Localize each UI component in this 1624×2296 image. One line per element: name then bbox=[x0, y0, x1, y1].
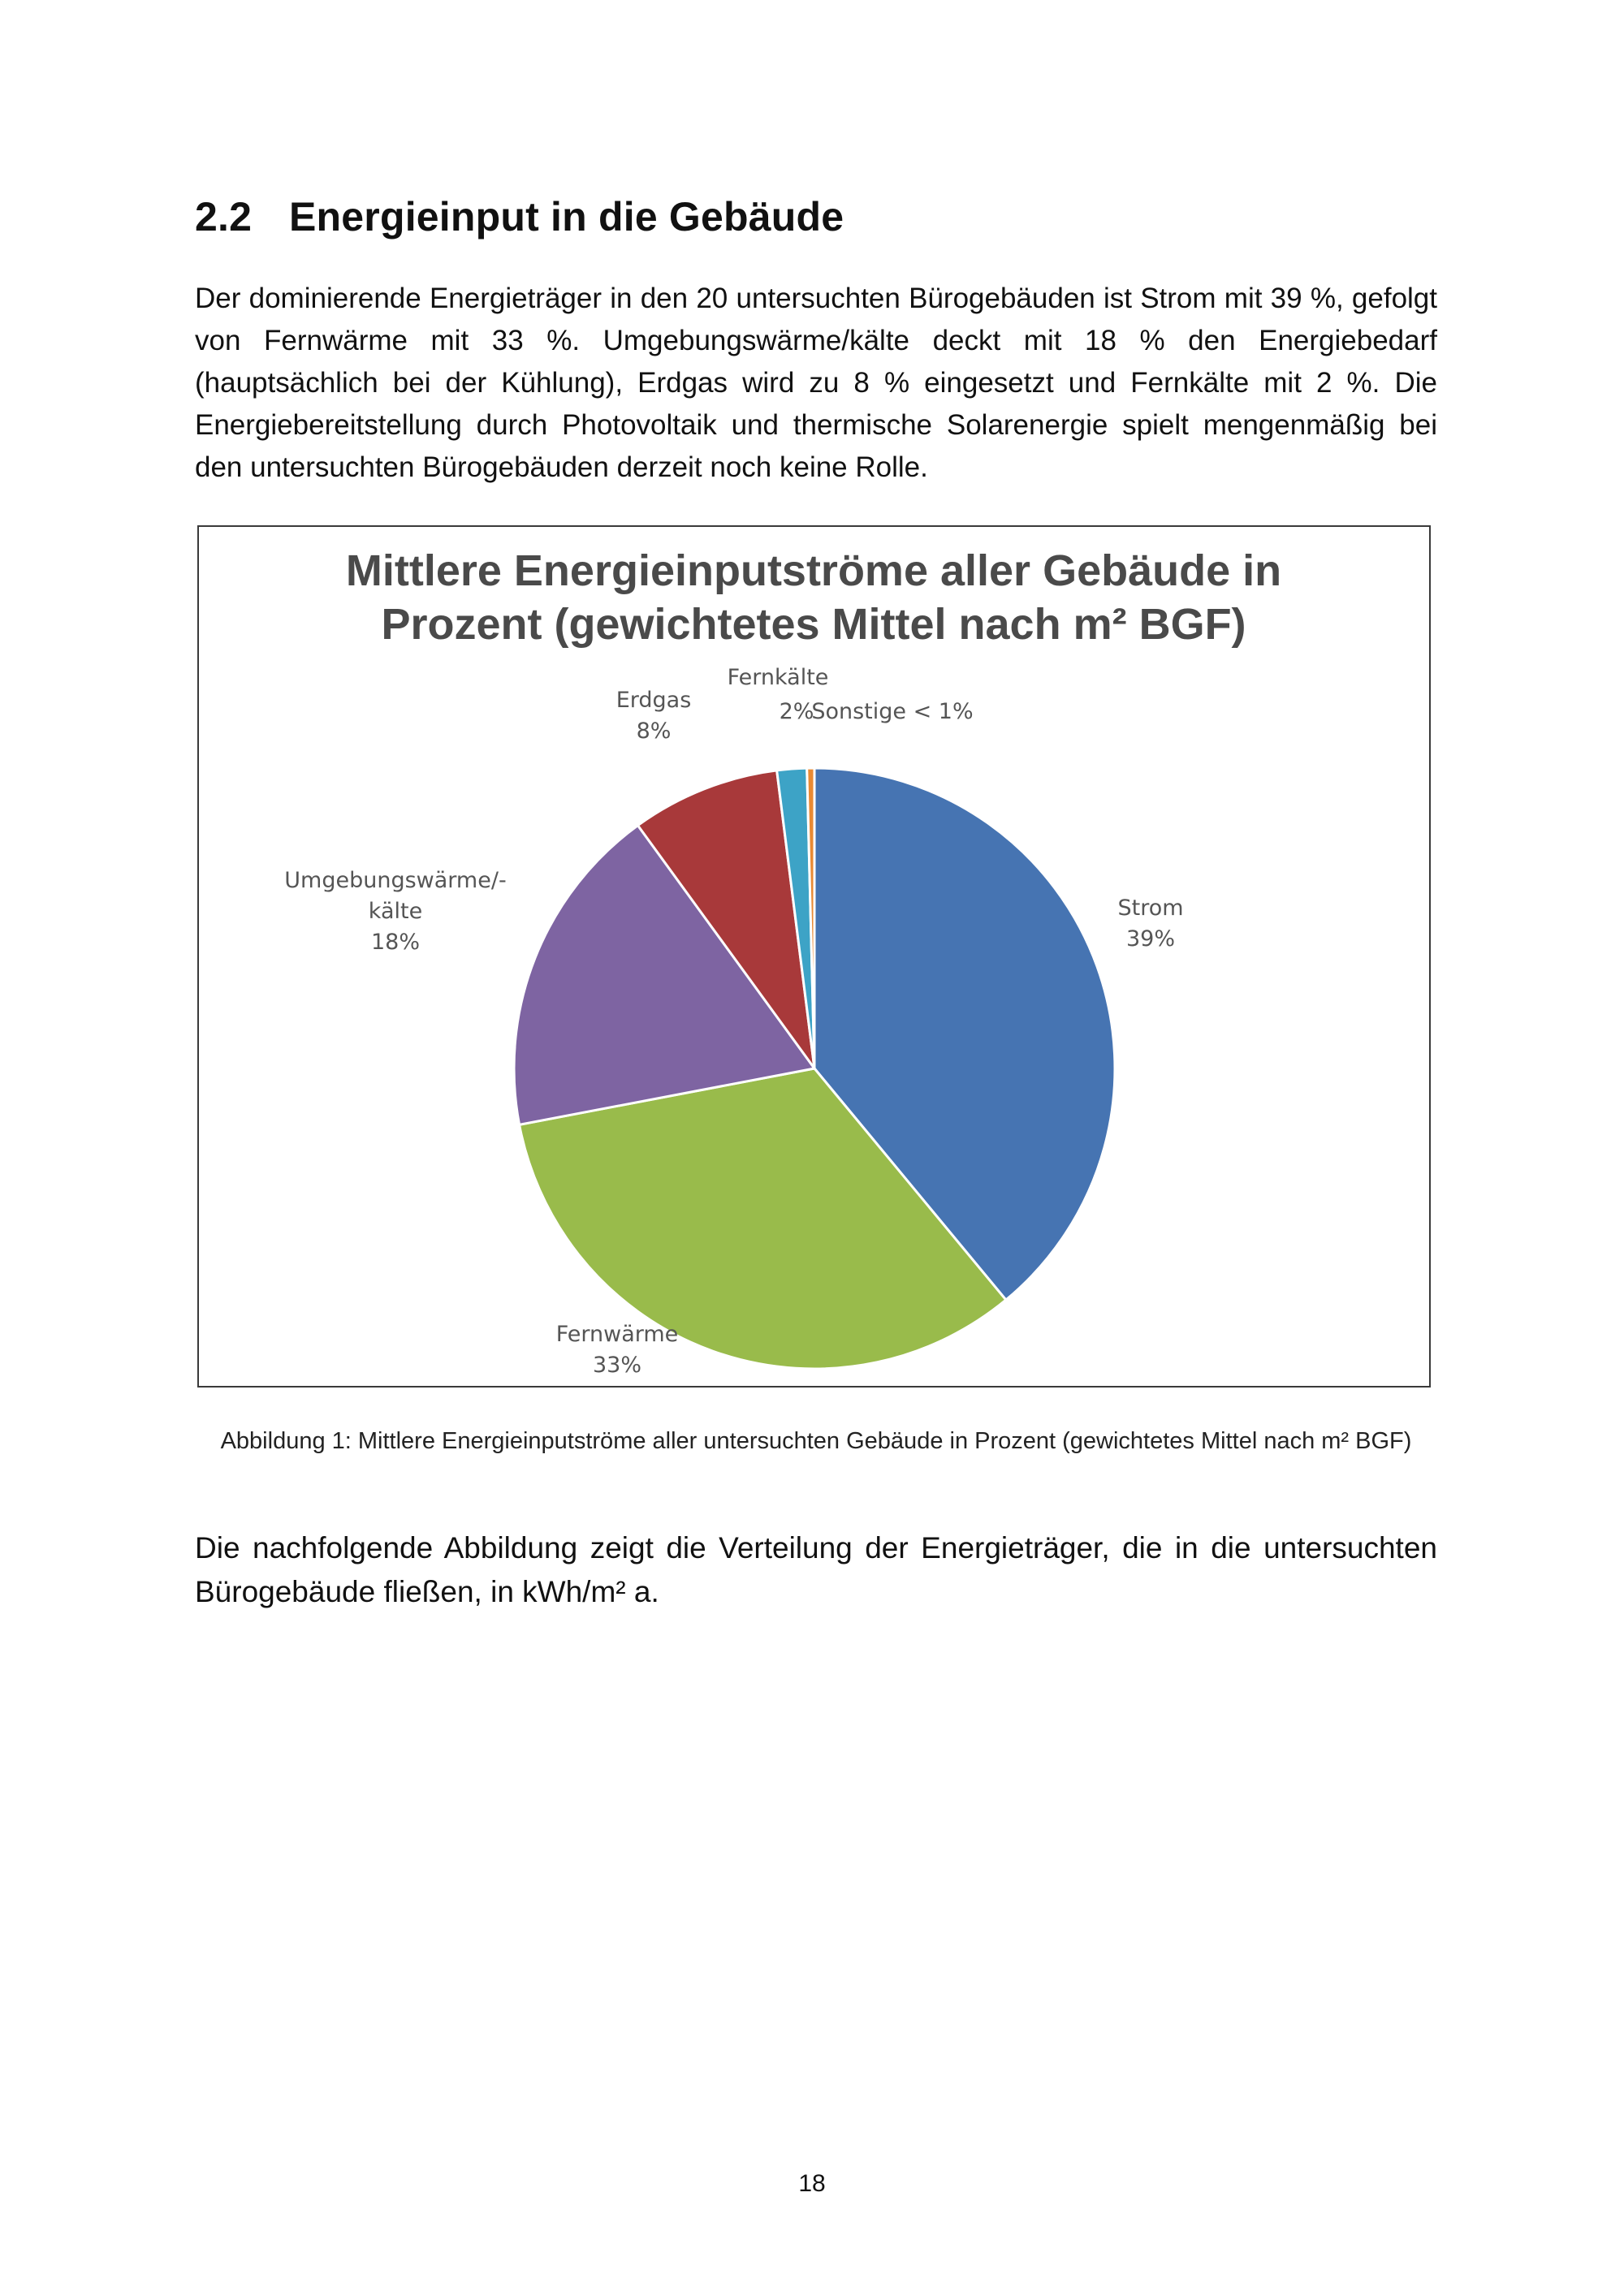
pie-label-sonstige: Sonstige < 1% bbox=[811, 699, 974, 724]
pie-label-fernklte: Fernkälte 2% bbox=[727, 665, 829, 724]
intro-paragraph: Der dominierende Energieträger in den 20 untersuchten Bürogebäuden ist Strom mit 39 %, gefolgt von Fernwärme mit 33 %. Umgebungswärme/kälte deckt mit 18 % den Energiebedarf (hauptsächlich bei der Kühlung), Erdgas wird zu 8 % eingesetzt und Fernkälte mit 2 %. Die Energiebereitstellung durch Photovoltaik und thermische Solarenergie spielt mengenmäßig bei den untersuchten Bürogebäuden derzeit noch keine Rolle. bbox=[195, 283, 1437, 483]
section-title: Energieinput in die Gebäude bbox=[289, 194, 844, 240]
followup-paragraph: Die nachfolgende Abbildung zeigt die Verteilung der Energieträger, die in die untersuchten Bürogebäude fließen, in kWh/m² a. bbox=[195, 1531, 1437, 1608]
section-number: 2.2 bbox=[195, 194, 253, 240]
chart-title-line-2: Prozent (gewichtetes Mittel nach m² BGF) bbox=[381, 600, 1246, 649]
page-number: 18 bbox=[798, 2170, 826, 2197]
pie-label-erdgas: Erdgas 8% bbox=[615, 688, 692, 744]
figure-caption: Abbildung 1: Mittlere Energieinputströme aller untersuchten Gebäude in Prozent (gewichtetes Mittel nach m² BGF) bbox=[220, 1428, 1412, 1454]
section-heading bbox=[195, 193, 844, 240]
pie-label-umgebungswrme: Umgebungswärme/-kälte 18% bbox=[284, 868, 507, 955]
pie-chart bbox=[199, 527, 1429, 1386]
chart-title-line-1: Mittlere Energieinputströme aller Gebäude in bbox=[345, 546, 1282, 595]
pie-chart-figure bbox=[197, 525, 1431, 1388]
pie-label-fernwrme: Fernwärme 33% bbox=[555, 1322, 679, 1378]
pie-label-strom: Strom 39% bbox=[1117, 896, 1184, 952]
pie-slices bbox=[514, 768, 1115, 1369]
